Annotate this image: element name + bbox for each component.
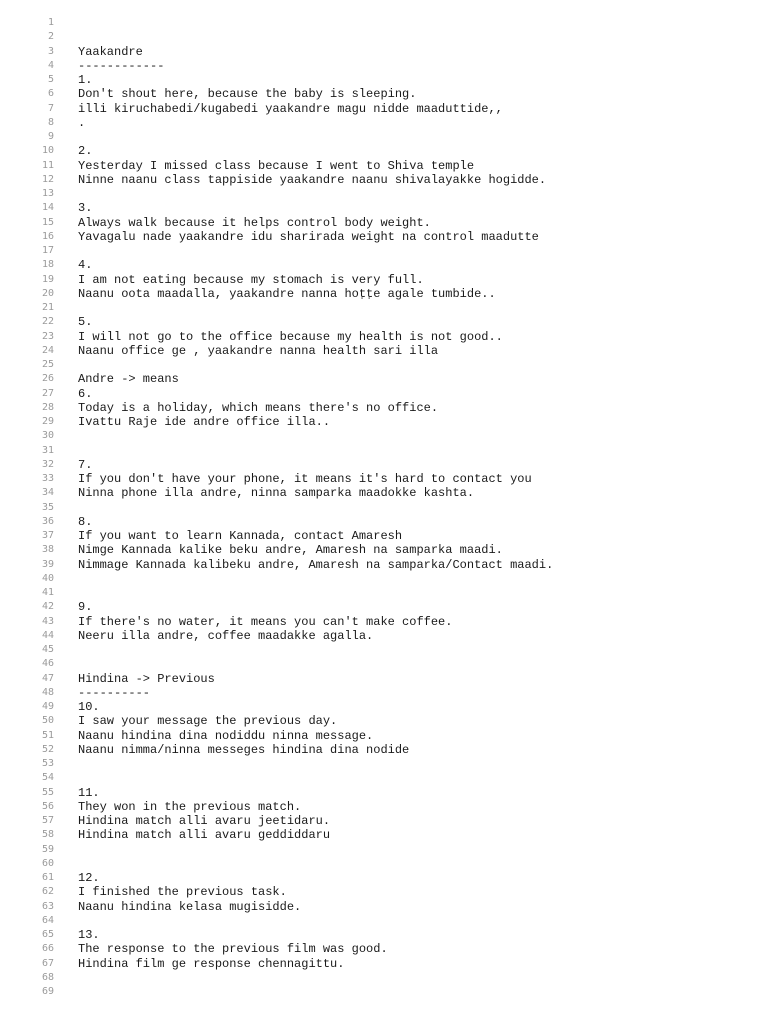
editor-line[interactable] bbox=[0, 330, 768, 344]
editor-line[interactable] bbox=[0, 900, 768, 914]
editor-line[interactable] bbox=[0, 273, 768, 287]
line-text[interactable]: Hindina match alli avaru geddiddaru bbox=[78, 828, 331, 843]
editor-line[interactable] bbox=[0, 800, 768, 814]
line-text[interactable]: I am not eating because my stomach is very full. bbox=[78, 272, 424, 287]
editor-line[interactable] bbox=[0, 600, 768, 614]
line-number: 19 bbox=[41, 273, 54, 285]
line-text[interactable]: Andre -> means bbox=[78, 372, 179, 387]
line-number: 56 bbox=[41, 800, 54, 812]
editor-line[interactable] bbox=[0, 914, 768, 928]
editor-line[interactable] bbox=[0, 372, 768, 386]
line-number: 30 bbox=[41, 430, 54, 442]
line-number: 9 bbox=[47, 131, 54, 142]
editor-line[interactable] bbox=[0, 843, 768, 857]
editor-line[interactable] bbox=[0, 957, 768, 971]
line-text[interactable]: 7. bbox=[78, 457, 93, 472]
editor-line[interactable] bbox=[0, 558, 768, 572]
editor-line[interactable] bbox=[0, 415, 768, 429]
line-number: 38 bbox=[41, 544, 54, 556]
editor-line[interactable] bbox=[0, 543, 768, 557]
line-number: 39 bbox=[41, 558, 54, 570]
editor-line[interactable] bbox=[0, 401, 768, 415]
line-number: 17 bbox=[41, 245, 54, 256]
editor-line[interactable] bbox=[0, 429, 768, 443]
line-number: 41 bbox=[41, 587, 54, 598]
line-number: 54 bbox=[41, 772, 54, 784]
line-number: 6 bbox=[47, 88, 54, 100]
line-number: 51 bbox=[41, 729, 54, 741]
line-text[interactable]: Naanu oota maadalla, yaakandre nanna hoṭṭe agale tumbide.. bbox=[78, 286, 496, 301]
editor-line[interactable] bbox=[0, 73, 768, 87]
line-text[interactable]: I will not go to the office because my health is not good.. bbox=[78, 329, 503, 344]
editor-line[interactable] bbox=[0, 985, 768, 999]
line-text[interactable]: If you don't have your phone, it means it's hard to contact you bbox=[78, 472, 532, 486]
line-text[interactable]: Yaakandre bbox=[78, 44, 143, 59]
editor-line[interactable] bbox=[0, 16, 768, 30]
editor-line[interactable] bbox=[0, 529, 768, 543]
line-number: 3 bbox=[47, 45, 54, 57]
line-number: 53 bbox=[41, 758, 54, 769]
editor-line[interactable] bbox=[0, 258, 768, 272]
line-number: 25 bbox=[41, 359, 54, 370]
editor-line[interactable] bbox=[0, 486, 768, 500]
editor-line[interactable] bbox=[0, 501, 768, 515]
editor-line[interactable] bbox=[0, 700, 768, 714]
line-number: 28 bbox=[41, 401, 54, 413]
line-text[interactable]: If there's no water, it means you can't make coffee. bbox=[78, 614, 453, 629]
line-text[interactable]: Yesterday I missed class because I went to Shiva temple bbox=[78, 158, 475, 173]
line-number: 26 bbox=[41, 373, 54, 385]
editor-line[interactable] bbox=[0, 59, 768, 73]
editor-line[interactable] bbox=[0, 857, 768, 871]
editor-line[interactable] bbox=[0, 643, 768, 657]
editor-line[interactable] bbox=[0, 344, 768, 358]
editor-line[interactable] bbox=[0, 714, 768, 728]
line-number: 67 bbox=[41, 957, 54, 969]
line-text[interactable]: Today is a holiday, which means there's no office. bbox=[78, 400, 439, 415]
line-number: 24 bbox=[41, 344, 54, 356]
line-number: 2 bbox=[47, 31, 54, 43]
line-text[interactable]: Hindina film ge response chennagittu. bbox=[78, 956, 345, 971]
line-text[interactable]: They won in the previous match. bbox=[78, 799, 302, 814]
line-text[interactable]: Nimge Kannada kalike beku andre, Amaresh na samparka maadi. bbox=[78, 543, 503, 558]
line-number: 29 bbox=[41, 416, 54, 427]
text-editor[interactable] bbox=[0, 16, 768, 999]
editor-line[interactable] bbox=[0, 771, 768, 785]
editor-line[interactable] bbox=[0, 672, 768, 686]
editor-line[interactable] bbox=[0, 786, 768, 800]
line-number: 52 bbox=[41, 743, 54, 755]
line-text[interactable]: ---------- bbox=[78, 685, 151, 700]
line-number: 55 bbox=[41, 786, 54, 798]
line-number: 31 bbox=[41, 444, 54, 456]
line-text[interactable]: Ninna phone illa andre, ninna samparka maadokke kashta. bbox=[78, 486, 475, 501]
editor-line[interactable] bbox=[0, 928, 768, 942]
line-text[interactable]: Don't shout here, because the baby is sleeping. bbox=[78, 87, 417, 102]
line-number: 47 bbox=[41, 672, 54, 684]
line-number: 37 bbox=[41, 530, 54, 541]
line-text[interactable]: 13. bbox=[78, 928, 100, 942]
line-number: 50 bbox=[41, 715, 54, 727]
editor-line[interactable] bbox=[0, 615, 768, 629]
line-text[interactable]: 6. bbox=[78, 386, 93, 401]
line-number: 32 bbox=[41, 458, 54, 470]
line-number: 68 bbox=[41, 971, 54, 983]
line-number: 15 bbox=[41, 216, 54, 228]
line-text[interactable]: 8. bbox=[78, 514, 93, 529]
editor-line[interactable] bbox=[0, 629, 768, 643]
line-number: 69 bbox=[41, 986, 54, 997]
line-number: 65 bbox=[41, 929, 54, 940]
line-text[interactable]: Ivattu Raje ide andre office illa.. bbox=[78, 415, 331, 429]
editor-line[interactable] bbox=[0, 216, 768, 230]
line-number: 5 bbox=[47, 74, 54, 85]
editor-line[interactable] bbox=[0, 116, 768, 130]
line-text[interactable]: Hindina match alli avaru jeetidaru. bbox=[78, 814, 331, 828]
editor-line[interactable] bbox=[0, 971, 768, 985]
line-text[interactable]: I finished the previous task. bbox=[78, 885, 287, 900]
line-number: 57 bbox=[41, 815, 54, 826]
line-text[interactable]: illi kiruchabedi/kugabedi yaakandre magu nidde maaduttide,, bbox=[78, 101, 503, 116]
editor-line[interactable] bbox=[0, 458, 768, 472]
editor-line[interactable] bbox=[0, 102, 768, 116]
editor-line[interactable] bbox=[0, 743, 768, 757]
line-number: 1 bbox=[47, 17, 54, 28]
line-text[interactable]: Hindina -> Previous bbox=[78, 671, 215, 686]
editor-line[interactable] bbox=[0, 287, 768, 301]
line-text[interactable]: 2. bbox=[78, 144, 93, 159]
editor-line[interactable] bbox=[0, 87, 768, 101]
editor-line[interactable] bbox=[0, 942, 768, 956]
editor-line[interactable] bbox=[0, 315, 768, 329]
editor-line[interactable] bbox=[0, 814, 768, 828]
editor-line[interactable] bbox=[0, 444, 768, 458]
line-number: 63 bbox=[41, 900, 54, 912]
line-number: 4 bbox=[47, 59, 54, 71]
line-number: 12 bbox=[41, 173, 54, 185]
line-text[interactable]: 1. bbox=[78, 73, 93, 87]
editor-line[interactable] bbox=[0, 301, 768, 315]
line-number: 22 bbox=[41, 316, 54, 328]
line-text[interactable]: ------------ bbox=[78, 58, 165, 73]
line-number: 58 bbox=[41, 829, 54, 841]
line-text[interactable]: 10. bbox=[78, 700, 100, 714]
line-number: 35 bbox=[41, 501, 54, 513]
line-text[interactable]: Ninne naanu class tappiside yaakandre naanu shivalayakke hogidde. bbox=[78, 172, 547, 187]
editor-line[interactable] bbox=[0, 885, 768, 899]
line-number: 34 bbox=[41, 487, 54, 499]
line-text[interactable]: 3. bbox=[78, 201, 93, 216]
line-text[interactable]: Naanu nimma/ninna messeges hindina dina nodide bbox=[78, 742, 410, 757]
editor-line[interactable] bbox=[0, 244, 768, 258]
line-text[interactable]: I saw your message the previous day. bbox=[78, 714, 338, 729]
line-number: 42 bbox=[41, 601, 54, 613]
editor-line[interactable] bbox=[0, 729, 768, 743]
editor-line[interactable] bbox=[0, 472, 768, 486]
line-number: 36 bbox=[41, 515, 54, 527]
line-number: 7 bbox=[47, 102, 54, 114]
line-number: 23 bbox=[41, 330, 54, 342]
editor-line[interactable] bbox=[0, 757, 768, 771]
editor-line[interactable] bbox=[0, 45, 768, 59]
line-text[interactable]: Yavagalu nade yaakandre idu sharirada weight na control maadutte bbox=[78, 229, 539, 244]
editor-line[interactable] bbox=[0, 30, 768, 44]
editor-line[interactable] bbox=[0, 173, 768, 187]
line-text[interactable]: 9. bbox=[78, 600, 93, 615]
line-number: 61 bbox=[41, 872, 54, 883]
editor-line[interactable] bbox=[0, 144, 768, 158]
line-number: 44 bbox=[41, 629, 54, 641]
line-number: 46 bbox=[41, 658, 54, 670]
line-number: 43 bbox=[41, 615, 54, 627]
line-text[interactable]: Naanu hindina kelasa mugisidde. bbox=[78, 899, 302, 914]
line-text[interactable]: 5. bbox=[78, 315, 93, 330]
editor-line[interactable] bbox=[0, 187, 768, 201]
line-number: 13 bbox=[41, 188, 54, 199]
editor-line[interactable] bbox=[0, 572, 768, 586]
editor-line[interactable] bbox=[0, 230, 768, 244]
line-text[interactable]: 11. bbox=[78, 785, 100, 800]
line-number: 14 bbox=[41, 202, 54, 214]
editor-line[interactable] bbox=[0, 358, 768, 372]
line-number: 10 bbox=[41, 145, 54, 157]
line-number: 62 bbox=[41, 886, 54, 898]
editor-line[interactable] bbox=[0, 828, 768, 842]
line-number: 11 bbox=[41, 159, 54, 171]
line-text[interactable]: Naanu hindina dina nodiddu ninna message. bbox=[78, 728, 374, 743]
editor-line[interactable] bbox=[0, 586, 768, 600]
editor-line[interactable] bbox=[0, 159, 768, 173]
line-number: 21 bbox=[41, 302, 54, 313]
line-number: 27 bbox=[41, 387, 54, 399]
line-text[interactable]: If you want to learn Kannada, contact Amaresh bbox=[78, 529, 403, 543]
line-text[interactable]: The response to the previous film was good. bbox=[78, 942, 388, 957]
line-number: 59 bbox=[41, 843, 54, 855]
line-number: 20 bbox=[41, 287, 54, 299]
line-text[interactable]: Naanu office ge , yaakandre nanna health sari illa bbox=[78, 343, 439, 358]
line-number: 48 bbox=[41, 686, 54, 698]
line-number: 16 bbox=[41, 230, 54, 242]
editor-line[interactable] bbox=[0, 686, 768, 700]
line-text[interactable]: 4. bbox=[78, 258, 93, 273]
line-number: 49 bbox=[41, 701, 54, 712]
line-text[interactable]: Always walk because it helps control body weight. bbox=[78, 215, 431, 230]
line-number: 8 bbox=[47, 116, 54, 128]
line-number: 66 bbox=[41, 943, 54, 955]
editor-line[interactable] bbox=[0, 387, 768, 401]
editor-line[interactable] bbox=[0, 515, 768, 529]
editor-line[interactable] bbox=[0, 871, 768, 885]
line-number: 60 bbox=[41, 857, 54, 869]
line-text[interactable]: Neeru illa andre, coffee maadakke agalla. bbox=[78, 628, 374, 643]
line-number: 40 bbox=[41, 572, 54, 584]
line-text[interactable]: Nimmage Kannada kalibeku andre, Amaresh na samparka/Contact maadi. bbox=[78, 557, 554, 572]
line-number: 45 bbox=[41, 644, 54, 655]
line-number: 18 bbox=[41, 259, 54, 271]
line-number: 33 bbox=[41, 473, 54, 484]
line-number: 64 bbox=[41, 914, 54, 926]
editor-line[interactable] bbox=[0, 657, 768, 671]
editor-line[interactable] bbox=[0, 130, 768, 144]
line-text[interactable]: 12. bbox=[78, 871, 100, 885]
line-text[interactable]: . bbox=[78, 115, 86, 130]
editor-line[interactable] bbox=[0, 201, 768, 215]
